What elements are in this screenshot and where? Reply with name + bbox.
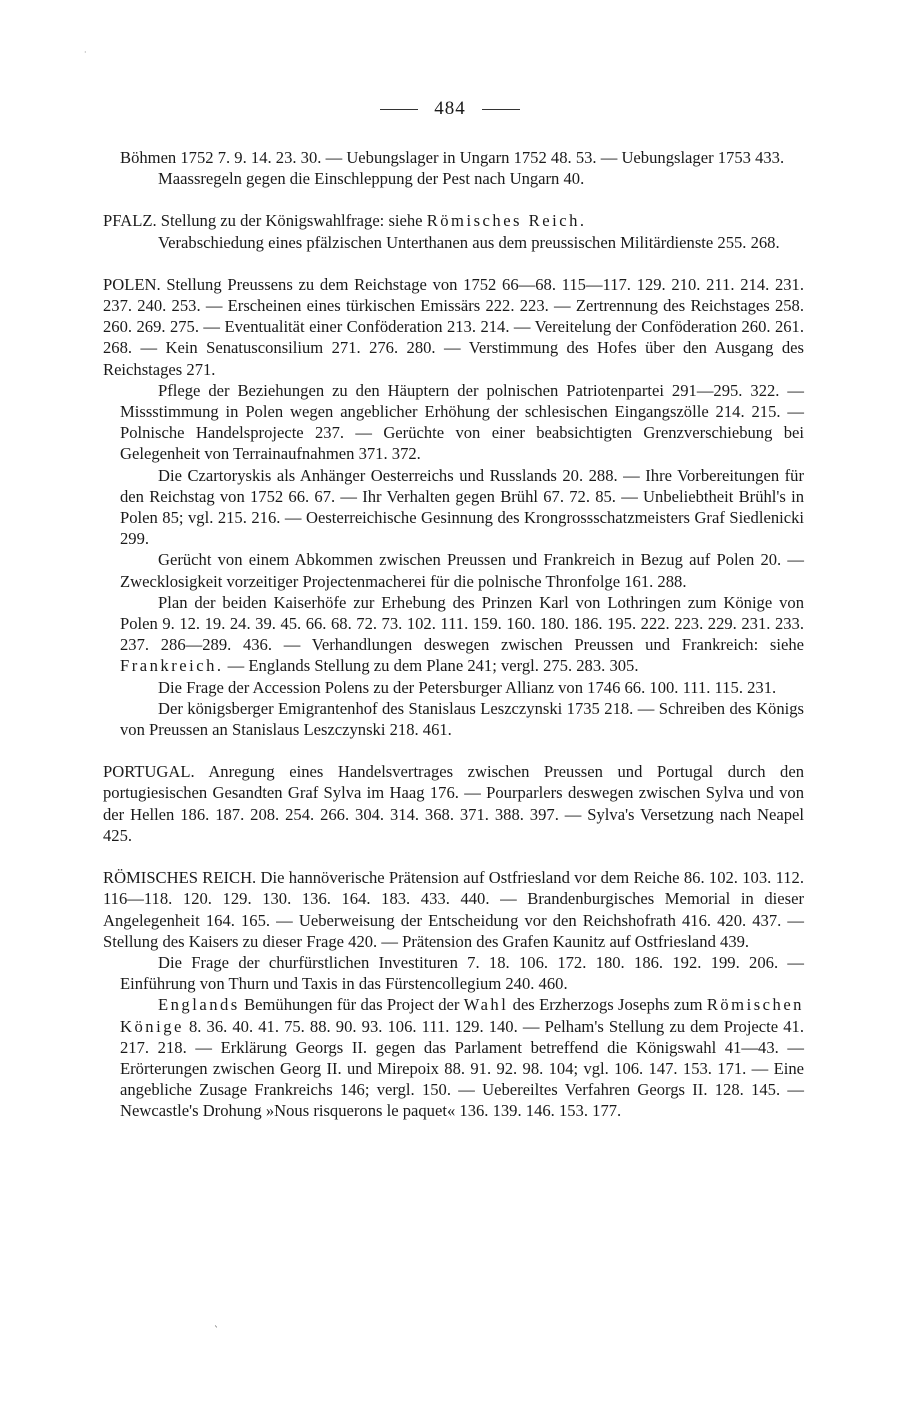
scan-speck: · (84, 48, 87, 57)
paragraph: Der königsberger Emigrantenhof des Stanislaus Leszczynski 1735 218. — Schreiben des Königs von Preussen an Stanislaus Leszczynski 218. 461. (120, 698, 804, 740)
paragraph: Böhmen 1752 7. 9. 14. 23. 30. — Uebungslager in Ungarn 1752 48. 53. — Uebungslager 1753 433. (120, 148, 785, 167)
scan-speck: ` (214, 1326, 219, 1337)
paragraph: Maassregeln gegen die Einschleppung der Pest nach Ungarn 40. (158, 169, 585, 189)
entry-pfalz (103, 210, 804, 252)
entry-roemisches-reich (103, 867, 804, 1121)
paragraph: Die Frage der Accession Polens zu der Petersburger Allianz von 1746 66. 100. 111. 115. 231. (158, 677, 777, 697)
entry-heading: RÖMISCHES REICH. (103, 868, 257, 888)
emphasis: Wahl (463, 995, 509, 1015)
entry-polen (103, 274, 804, 740)
entry-text: Anregung eines Handelsvertrages zwischen Preussen und Portugal durch den portugiesischen Gesandten Graf Sylva im Haag 176. — Pourparlers deswegen zwischen Sylva und von der Hellen 186. 187. 208. 254. 266. 304. 314. 368. 371. 388. 397. — Sylva's Versetzung nach Neapel 425. (103, 762, 805, 845)
paragraph: Verabschiedung eines pfälzischen Unterthanen aus dem preussischen Militärdienste 255. 268. (158, 232, 780, 252)
index-content (103, 147, 804, 1122)
entry-first-line (103, 274, 804, 380)
paragraph-text: — Englands Stellung zu dem Plane 241; vergl. 275. 283. 305. (223, 656, 639, 676)
entry-text: Die hannöverische Prätension auf Ostfriesland vor dem Reiche 86. 102. 103. 112. 116—118. 120. 129. 130. 136. 164. 183. 433. 440. — Brandenburgisches Memorial in dieser Angelegenheit 164. 165. — Ueberweisung der Entscheidung vor den Reichshofrath 416. 420. 437. — Stellung des Kaisers zu dieser Frage 420. — Prätension des Grafen Kaunitz auf Ostfriesland 439. (103, 868, 804, 951)
paragraph-text: des Erzherzogs Josephs zum (508, 995, 707, 1015)
paragraph (103, 994, 804, 1121)
paragraph: Die Frage der churfürstlichen Investituren 7. 18. 106. 172. 180. 186. 192. 199. 206. — Einführung von Thurn und Taxis in das Fürstencollegium 240. 460. (120, 952, 804, 994)
cross-reference: Frankreich. (120, 656, 224, 676)
paragraph: Pflege der Beziehungen zu den Häuptern der polnischen Patriotenpartei 291—295. 322. — Missstimmung in Polen wegen angeblicher Erhöhung der schlesischen Eingangszölle 214. 215. — Polnische Handelsprojecte 237. — Gerüchte von einer beabsichtigten Grenzverschiebung bei Gelegenheit von Terrainaufnahmen 371. 372. (120, 380, 804, 464)
entry-heading: POLEN. (103, 274, 161, 294)
header-rule-right (482, 109, 520, 110)
entry-text: Stellung zu der Königswahlfrage: siehe (160, 211, 427, 231)
paragraph: Die Czartoryskis als Anhänger Oesterreichs und Russlands 20. 288. — Ihre Vorbereitungen für den Reichstag von 1752 66. 67. — Ihr Verhalten gegen Brühl 67. 72. 85. — Unbeliebtheit Brühl's in Polen 85; vgl. 215. 216. — Oesterreichische Gesinnung des Krongrossschatzmeisters Graf Siedlenicki 299. (120, 465, 804, 549)
entry-heading: PFALZ. (103, 211, 157, 231)
entry-first-line (103, 210, 804, 231)
cross-reference: Römisches Reich. (426, 211, 587, 231)
emphasis: Römischen Könige (120, 995, 804, 1036)
entry-first-line (103, 867, 804, 952)
entry-boehmen-continuation (103, 147, 804, 189)
header-rule-left (380, 109, 418, 110)
entry-text: Stellung Preussens zu dem Reichstage von 1752 66—68. 115—117. 129. 210. 211. 214. 231. 237. 240. 253. — Erscheinen eines türkischen Emissärs 222. 223. — Zertrennung des Reichstages 258. 260. 269. 275. — Eventualität einer Conföderation 213. 214. — Vereitelung der Conföderation 260. 261. 268. — Kein Senatusconsilium 271. 276. 280. — Verstimmung des Hofes über den Ausgang des Reichstages 271. (103, 274, 804, 379)
paragraph-text: 8. 36. 40. 41. 75. 88. 90. 93. 106. 111. 129. 140. — Pelham's Stellung zu dem Projecte 41. 217. 218. — Erklärung Georgs II. gegen das Parlament betreffend die Königswahl 41—43. — Erörterungen zwischen Georg II. und Mirepoix 88. 91. 92. 98. 104; vgl. 106. 147. 153. 171. — Eine angebliche Zusage Frankreichs 146; vergl. 150. — Uebereiltes Verfahren Georgs II. 128. 145. — Newcastle's Drohung »Nous risquerons le paquet« 136. 139. 146. 153. 177. (120, 1016, 804, 1121)
paragraph-text: Bemühungen für das Project der (239, 995, 464, 1015)
entry-first-line (103, 761, 804, 846)
paragraph: Gerücht von einem Abkommen zwischen Preussen und Frankreich in Bezug auf Polen 20. — Zwecklosigkeit vorzeitiger Projectenmacherei für die polnische Thronfolge 161. 288. (120, 550, 804, 591)
entry-heading: PORTUGAL. (103, 762, 195, 782)
page-header (0, 98, 900, 120)
entry-portugal (103, 761, 804, 846)
page-number: 484 (434, 98, 466, 119)
paragraph-text: Plan der beiden Kaiserhöfe zur Erhebung des Prinzen Karl von Lothringen zum Könige von Polen 9. 12. 19. 24. 39. 45. 66. 68. 72. 73. 102. 111. 159. 160. 180. 186. 195. 222. 223. 229. 231. 233. 237. 286—289. 436. — Verhandlungen deswegen zwischen Preussen und Frankreich: siehe (120, 592, 804, 655)
paragraph (103, 592, 804, 677)
emphasis: Englands (158, 995, 240, 1015)
